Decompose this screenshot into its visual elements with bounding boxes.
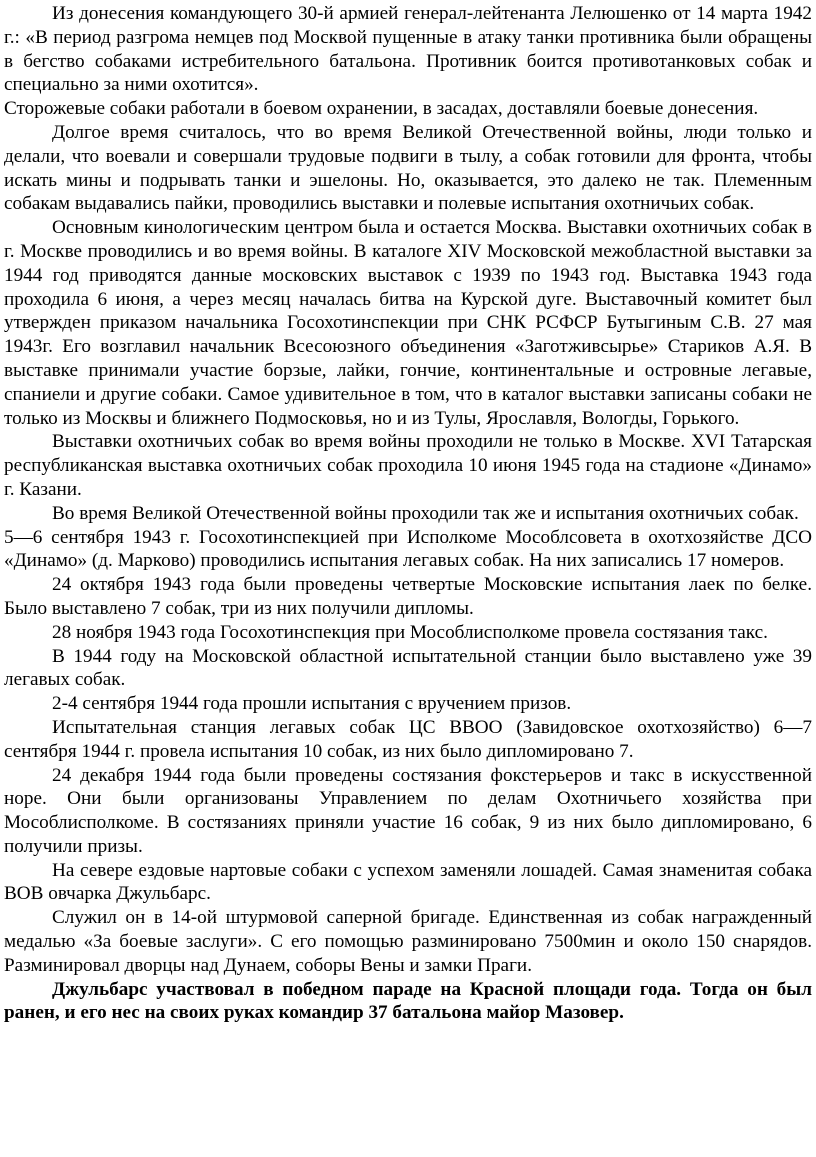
- paragraph-guard-dogs: Сторожевые собаки работали в боевом охранении, в засадах, доставляли боевые донесения.: [4, 98, 759, 120]
- paragraph-dzhulbars-service: Служил он в 14-ой штурмовой саперной бригаде. Единственная из собак награжденный медалью «За боевые заслуги». С его помощью разминировано 7500мин и около 150 снарядов. Разминировал дворцы над Дунаем, соборы Вены и замки Праги.: [4, 907, 812, 976]
- paragraph-lelyushenko-report: Из донесения командующего 30-й армией генерал-лейтенанта Лелюшенко от 14 марта 1942 г.: «В период разгрома немцев под Москвой пущенные в атаку танки противника были обращены в бегство собаками истребительного батальона. Противник боится противотанковых собак и специально за ними охотится».: [4, 3, 812, 96]
- paragraph-burrow-contest: 24 декабря 1944 года были проведены состязания фокстерьеров и такс в искусственной норе. Они были организованы Управлением по делам Охотничьего хозяйства при Мособлисполкоме. В состязаниях приняли участие 16 собак, 9 из них было дипломировано, 6 получили призы.: [4, 764, 812, 857]
- paragraph-pointer-trials-1943: 5—6 сентября 1943 г. Госохотинспекцией при Исполкоме Мособлсовета в охотхозяйстве ДСО «Динамо» (д. Марково) проводились испытания легавых собак. На них записались 17 номеров.: [4, 526, 812, 572]
- paragraph-tatar-exhibition: Выставки охотничьих собак во время войны проходили не только в Москве. XVI Татарская республиканская выставка охотничьих собак проходила 10 июня 1945 года на стадионе «Динамо» г. Казани.: [4, 431, 812, 500]
- paragraph-prize-trials: 2-4 сентября 1944 года прошли испытания с вручением призов.: [52, 693, 572, 715]
- paragraph-vvoo-station: Испытательная станция легавых собак ЦС ВВОО (Завидовское охотхозяйство) 6—7 сентября 1944 г. провела испытания 10 собак, из них было дипломировано 7.: [4, 716, 812, 762]
- paragraph-breeding-dogs: Долгое время считалось, что во время Великой Отечественной войны, люди только и делали, что воевали и совершали трудовые подвиги в тылу, а собак готовили для фронта, чтобы искать мины и подрывать танки и эшелоны. Но, оказывается, это далеко не так. Племенным собакам выдавались пайки, проводились выставки и полевые испытания охотничьих собак.: [4, 121, 812, 215]
- paragraph-dachshund-contest: 28 ноября 1943 года Госохотинспекция при Мособлисполкоме провела состязания такс.: [52, 621, 768, 643]
- paragraph-victory-parade: Джульбарс участвовал в победном параде на Красной площади года. Тогда он был ранен, и его нес на своих руках командир 37 батальона майор Мазовер.: [4, 978, 812, 1024]
- paragraph-laika-trials: 24 октября 1943 года были проведены четвертые Московские испытания лаек по белке. Было выставлено 7 собак, три из них получили дипломы.: [4, 574, 812, 619]
- paragraph-moscow-exhibitions: Основным кинологическим центром была и остается Москва. Выставки охотничьих собак в г. Москве проводились и во время войны. В каталоге XIV Московской межобластной выставки за 1944 год приводятся данные московских выставок с 1939 по 1943 год. Выставка 1943 года проходила 6 июня, а через месяц началась битва на Курской дуге. Выставочный комитет был утвержден приказом начальника Госохотинспекции при СНК РСФСР Бутыгиным С.В. 27 мая 1943г. Его возглавил начальник Всесоюзного объединения «Заготживсырье» Стариков А.Я. В выставке принимали участие борзые, лайки, гончие, континентальные и островные легавые, спаниели и другие собаки. Самое удивительное в том, что в каталог выставки записаны собаки не только из Москвы и ближнего Подмосковья, но и из Тулы, Ярославля, Вологды, Горького.: [4, 217, 812, 429]
- paragraph-station-1944: В 1944 году на Московской областной испытательной станции было выставлено уже 39 легавых собак.: [4, 645, 812, 691]
- paragraph-trials-intro: Во время Великой Отечественной войны проходили так же и испытания охотничьих собак.: [52, 502, 799, 524]
- paragraph-sled-dogs: На севере ездовые нартовые собаки с успехом заменяли лошадей. Самая знаменитая собака ВОВ овчарка Джульбарс.: [4, 859, 812, 905]
